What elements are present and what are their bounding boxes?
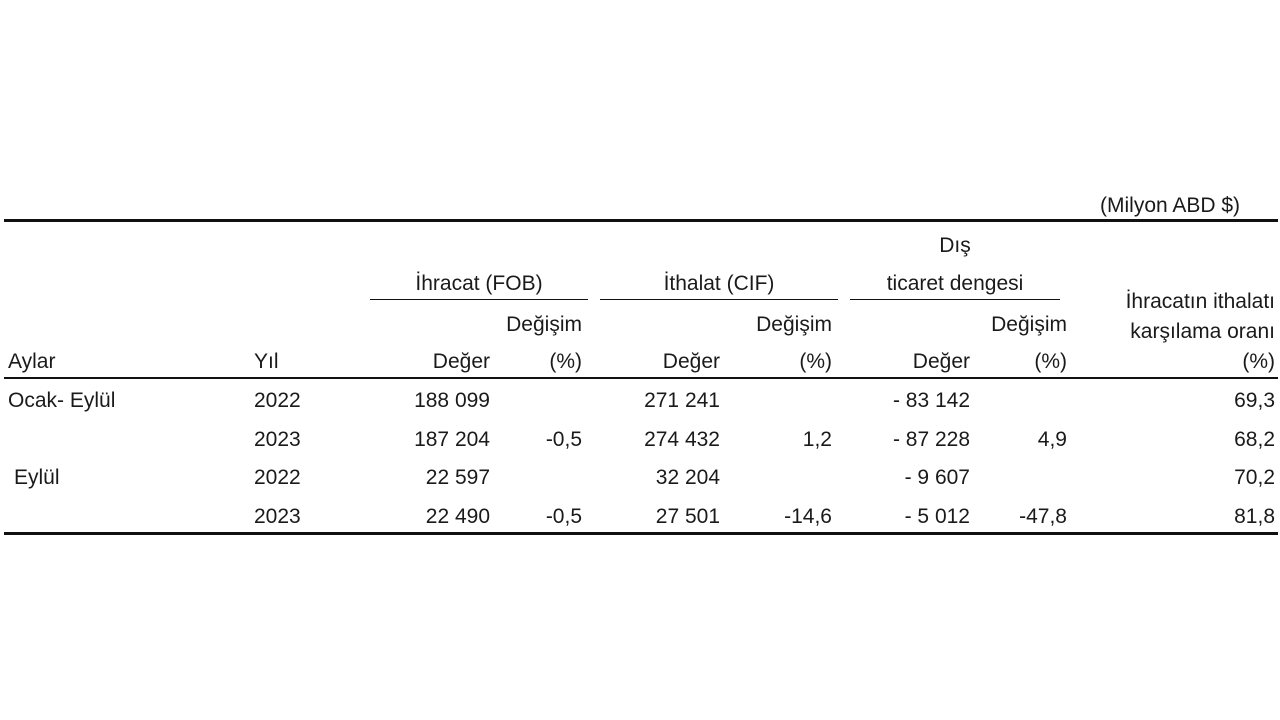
exports-change-header: Değişim bbox=[506, 313, 582, 336]
period-cell: Ocak- Eylül bbox=[8, 389, 116, 412]
coverage-cell: 68,2 bbox=[1234, 428, 1275, 451]
imports-change-cell: 1,2 bbox=[802, 428, 832, 451]
year-cell: 2023 bbox=[254, 505, 301, 528]
exports-value-cell: 22 597 bbox=[425, 466, 490, 489]
exports-change-cell: -0,5 bbox=[545, 505, 582, 528]
imports-value-header: Değer bbox=[662, 350, 720, 373]
coverage-cell: 69,3 bbox=[1234, 389, 1275, 412]
balance-value-header: Değer bbox=[912, 350, 970, 373]
coverage-header-line2: karşılama oranı bbox=[1130, 320, 1275, 343]
balance-group-header-line2: ticaret dengesi bbox=[886, 272, 1024, 295]
balance-value-cell: - 83 142 bbox=[892, 389, 970, 412]
year-cell: 2023 bbox=[254, 428, 301, 451]
balance-change-header: Değişim bbox=[991, 313, 1067, 336]
imports-group-header: İthalat (CIF) bbox=[663, 272, 775, 295]
exports-percent-header: (%) bbox=[549, 350, 582, 373]
coverage-header-line1: İhracatın ithalatı bbox=[1125, 290, 1275, 313]
exports-value-header: Değer bbox=[432, 350, 490, 373]
balance-value-cell: - 5 012 bbox=[904, 505, 970, 528]
exports-value-cell: 188 099 bbox=[414, 389, 490, 412]
balance-percent-header: (%) bbox=[1034, 350, 1067, 373]
header-bottom-rule bbox=[4, 377, 1278, 379]
imports-value-cell: 271 241 bbox=[644, 389, 720, 412]
balance-change-cell: -47,8 bbox=[1019, 505, 1067, 528]
table-top-rule bbox=[4, 219, 1278, 222]
imports-change-header: Değişim bbox=[756, 313, 832, 336]
months-header: Aylar bbox=[8, 350, 56, 373]
coverage-percent-header: (%) bbox=[1242, 350, 1275, 373]
year-cell: 2022 bbox=[254, 389, 301, 412]
balance-change-cell: 4,9 bbox=[1037, 428, 1067, 451]
period-cell: Eylül bbox=[14, 466, 60, 489]
coverage-cell: 81,8 bbox=[1234, 505, 1275, 528]
coverage-cell: 70,2 bbox=[1234, 466, 1275, 489]
imports-value-cell: 27 501 bbox=[655, 505, 720, 528]
imports-change-cell: -14,6 bbox=[784, 505, 832, 528]
balance-value-cell: - 87 228 bbox=[892, 428, 970, 451]
unit-label: (Milyon ABD $) bbox=[1100, 194, 1241, 217]
balance-group-header-line1: Dış bbox=[939, 234, 971, 257]
table-bottom-rule bbox=[4, 532, 1278, 535]
balance-value-cell: - 9 607 bbox=[904, 466, 970, 489]
year-cell: 2022 bbox=[254, 466, 301, 489]
balance-group-rule bbox=[850, 299, 1060, 300]
year-header: Yıl bbox=[254, 350, 279, 373]
exports-value-cell: 22 490 bbox=[425, 505, 490, 528]
imports-value-cell: 32 204 bbox=[655, 466, 720, 489]
imports-value-cell: 274 432 bbox=[644, 428, 720, 451]
imports-percent-header: (%) bbox=[799, 350, 832, 373]
exports-change-cell: -0,5 bbox=[545, 428, 582, 451]
imports-group-rule bbox=[600, 299, 838, 300]
exports-group-rule bbox=[370, 299, 588, 300]
exports-value-cell: 187 204 bbox=[414, 428, 490, 451]
exports-group-header: İhracat (FOB) bbox=[415, 272, 543, 295]
